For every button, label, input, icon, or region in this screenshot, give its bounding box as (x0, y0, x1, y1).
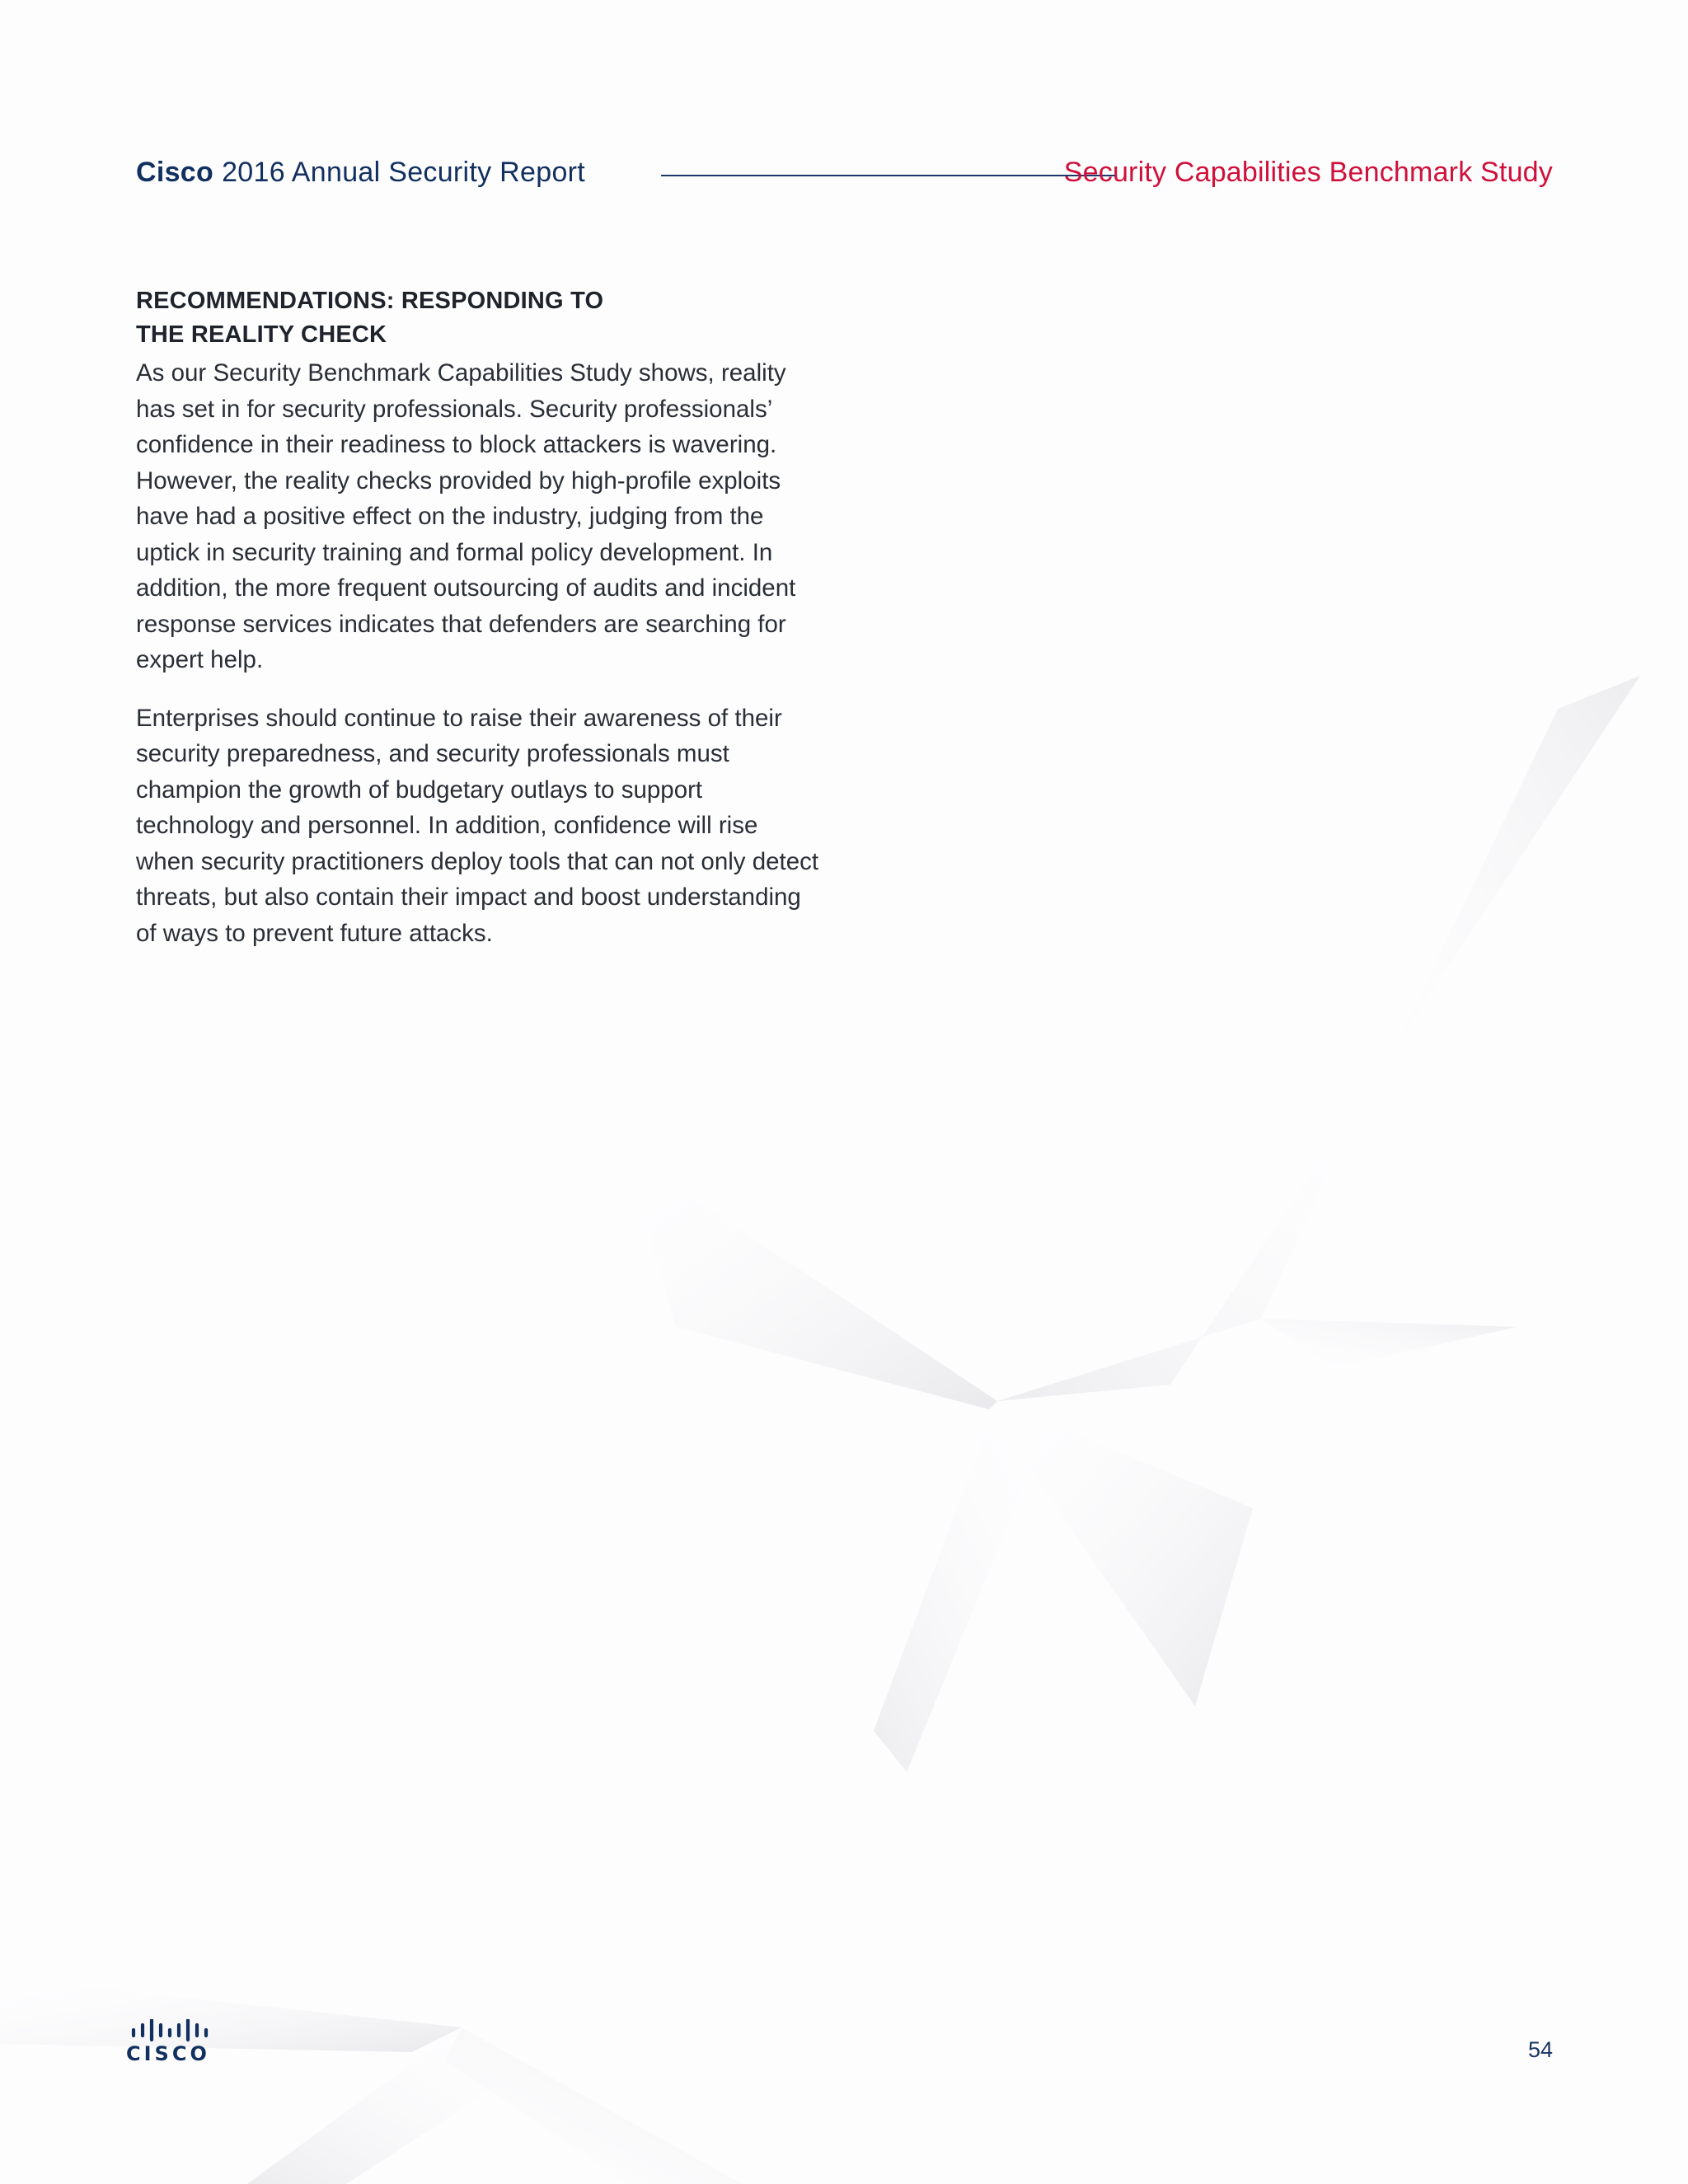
heading-line-2: THE REALITY CHECK (136, 321, 387, 348)
cisco-bridge-icon (129, 2019, 212, 2044)
heading-line-1: RECOMMENDATIONS: RESPONDING TO (136, 288, 604, 314)
body-paragraph-1: As our Security Benchmark Capabilities Study shows, reality has set in for security professionals. Security professionals’ confidence in their readiness to block attackers is wavering. However, the reality checks provided by high-profile exploits have had a positive effect on the industry, judging from the uptick in security training and formal policy development. In addition, the more frequent outsourcing of audits and incident response services indicates that defenders are searching for expert help. (136, 359, 796, 673)
article-heading (136, 284, 820, 352)
report-header (136, 153, 1553, 194)
body-paragraph-2: Enterprises should continue to raise their awareness of their security preparedness, and security professionals must champion the growth of budgetary outlays to support technology and personnel. In addition, confidence will rise when security practitioners deploy tools that can not only detect threats, but also contain their impact and boost understanding of ways to prevent future attacks. (136, 704, 819, 947)
page-number: 54 (1527, 2037, 1553, 2062)
report-title: 2016 Annual Security Report (222, 157, 586, 188)
brand-name: Cisco (136, 157, 214, 188)
cisco-logo (126, 2019, 217, 2069)
header-divider (661, 175, 1117, 176)
article-content (136, 284, 820, 951)
cisco-logo-text: CISCO (126, 2042, 210, 2065)
report-brand-title (136, 157, 585, 189)
section-title: Security Capabilities Benchmark Study (1063, 157, 1553, 188)
